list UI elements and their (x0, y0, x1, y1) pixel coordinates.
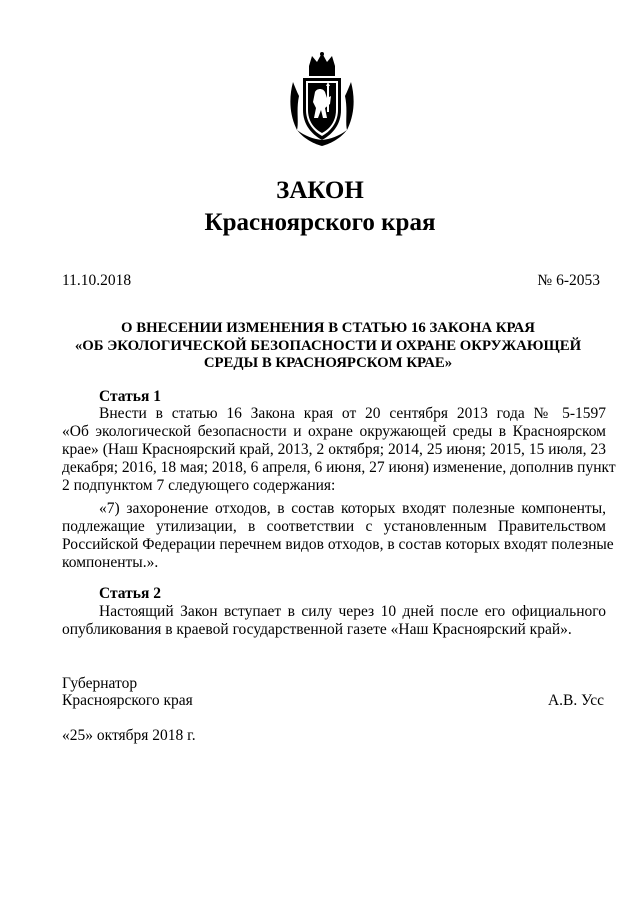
law-type-title: ЗАКОН (276, 177, 364, 204)
heading-line: О ВНЕСЕНИИ ИЗМЕНЕНИЯ В СТАТЬЮ 16 ЗАКОНА КРАЯ (121, 320, 535, 336)
law-date: 11.10.2018 (62, 272, 132, 289)
text-line: «Об экологической безопасности и охране окружающей среды в Красноярском (62, 423, 606, 440)
text-line: «7) захоронение отходов, в состав которых входят полезные компоненты, (99, 500, 606, 517)
heading-line: СРЕДЫ В КРАСНОЯРСКОМ КРАЕ» (203, 355, 453, 371)
law-heading (58, 320, 598, 373)
region-title: Красноярского края (204, 209, 436, 236)
heading-line: «ОБ ЭКОЛОГИЧЕСКОЙ БЕЗОПАСНОСТИ И ОХРАНЕ ОКРУЖАЮЩЕЙ (74, 337, 582, 354)
signatory-name: А.В. Усс (547, 692, 604, 709)
signatory-region: Красноярского края (62, 692, 193, 709)
article-1-body (62, 405, 616, 495)
text-line: компоненты.». (62, 554, 159, 571)
text-line: Внести в статью 16 Закона края от 20 сентября 2013 года № 5-1597 (99, 405, 606, 422)
article-1-title: Статья 1 (99, 388, 161, 405)
signatory-role: Губернатор (62, 675, 138, 692)
article-2-title: Статья 2 (99, 585, 161, 602)
article-1-quote (62, 500, 614, 572)
text-line: опубликования в краевой государственной газете «Наш Красноярский край». (62, 621, 572, 638)
text-line: крае» (Наш Красноярский край, 2013, 2 октября; 2014, 25 июня; 2015, 15 июля, 23 (62, 441, 606, 458)
signature-date: «25» октября 2018 г. (62, 727, 196, 744)
text-line: Российской Федерации перечнем видов отходов, в состав которых входят полезные (62, 536, 614, 553)
text-line: Настоящий Закон вступает в силу через 10 дней после его официального (99, 603, 606, 620)
law-number: № 6-2053 (537, 272, 600, 289)
text-line: 2 подпунктом 7 следующего содержания: (62, 477, 336, 494)
article-2-body (62, 603, 606, 639)
coat-of-arms-emblem (287, 52, 357, 150)
text-line: подлежащие утилизации, в соответствии с установленным Правительством (62, 518, 606, 535)
text-line: декабря; 2016, 18 мая; 2018, 6 апреля, 6 июня, 27 июня) изменение, дополнив пункт (62, 459, 616, 476)
